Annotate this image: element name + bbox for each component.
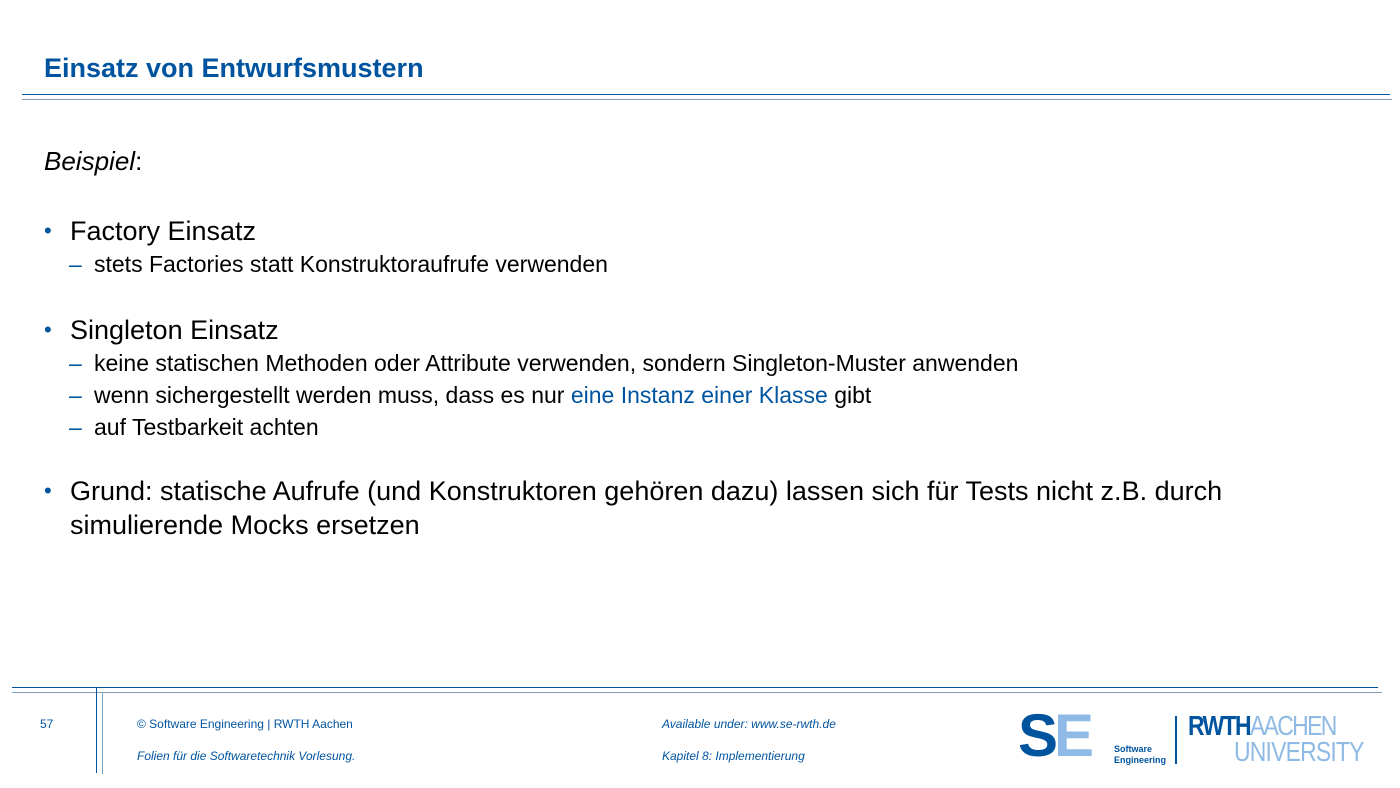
footer-chapter: Kapitel 8: Implementierung [662,749,805,763]
bullet-group-singleton [44,313,1344,443]
footer-course: Folien für die Softwaretechnik Vorlesung. [137,749,356,763]
sub-item [44,379,1344,411]
se-logo-s: S [1018,702,1055,769]
bullet-group-factory [44,214,1344,280]
rwth-logo-university: UNIVERSITY [1234,736,1364,767]
sub-item [44,248,1344,280]
logo-divider [1175,716,1177,764]
se-logo-e: E [1054,702,1091,769]
footer-rule [12,687,1378,688]
sub-item-text-after: gibt [827,382,872,408]
footer-rule-light [12,692,1382,693]
sub-item-text-before: wenn sichergestellt werden muss, dass es nur [94,382,571,408]
sub-item-text: auf Testbarkeit achten [94,414,319,440]
dash-marker: – [69,251,82,277]
title-rule [22,94,1390,95]
footer-divider [96,687,97,773]
sub-item-text: keine statischen Methoden oder Attribute verwenden, sondern Singleton-Muster anwenden [94,350,1019,376]
sub-item-text: stets Factories statt Konstruktoraufrufe verwenden [94,251,608,277]
bullet-singleton: • Singleton Einsatz [44,313,1344,347]
rwth-logo-bold: RWTH [1188,710,1250,741]
highlight-text: eine Instanz einer Klasse [570,382,828,408]
dash-marker: – [69,350,82,376]
bullet-grund [44,474,1344,542]
intro-colon: : [135,146,143,176]
footer-divider-light [102,692,103,774]
sub-item [44,347,1344,379]
se-logo-line1: Software [1114,744,1153,754]
bullet-factory: • Factory Einsatz [44,214,1344,248]
bullet-group-grund [44,474,1344,542]
title-rule-light [22,99,1392,100]
footer-available: Available under: www.se-rwth.de [662,717,836,731]
sub-item [44,411,1344,443]
slide-title: Einsatz von Entwurfsmustern [44,53,424,83]
intro-label: Beispiel [44,146,136,176]
bullet-grund-line2: simulierende Mocks ersetzen [70,510,420,540]
footer-copyright: © Software Engineering | RWTH Aachen [137,717,353,731]
dash-marker: – [69,414,82,440]
page-number: 57 [40,717,54,731]
bullet-grund-line1: Grund: statische Aufrufe (und Konstruktoren gehören dazu) lassen sich für Tests nicht z.B. durch [70,476,1223,506]
dash-marker: – [69,382,82,408]
se-logo-line2: Engineering [1114,755,1167,765]
se-logo [1018,702,1178,772]
intro-line [44,146,142,177]
rwth-logo-light: AACHEN [1249,710,1336,741]
